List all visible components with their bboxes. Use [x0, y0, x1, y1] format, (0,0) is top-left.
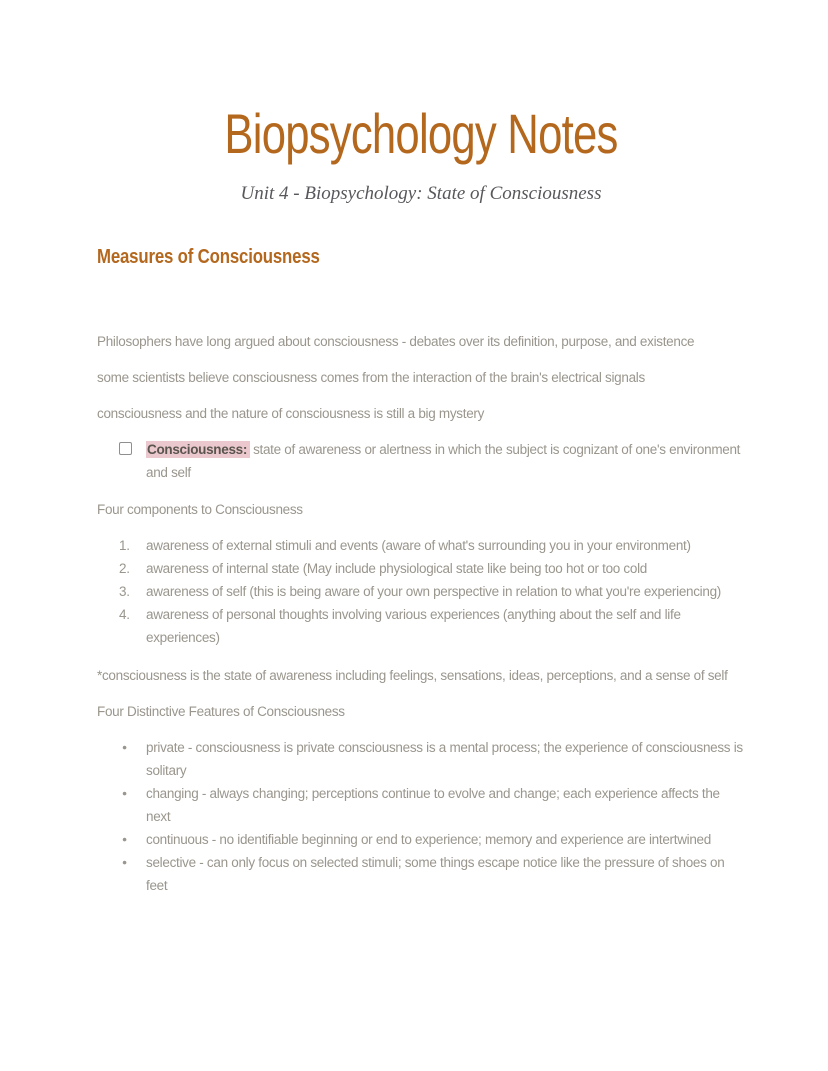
- list-item-text: selective - can only focus on selected stimuli; some things escape notice like the pressure of shoes on feet: [146, 855, 725, 893]
- list-item: [97, 580, 745, 603]
- list-item: [97, 603, 745, 649]
- bullet-icon: ●: [122, 834, 127, 844]
- list-item-text: awareness of self (this is being aware of your own perspective in relation to what you're experiencing): [146, 584, 721, 599]
- list-item: [97, 534, 745, 557]
- list-number-marker: 4.: [119, 607, 130, 622]
- list-item: [97, 851, 745, 897]
- note-paragraph: *consciousness is the state of awareness including feelings, sensations, ideas, perceptions, and a sense of self: [97, 668, 728, 683]
- features-heading: Four Distinctive Features of Consciousness: [97, 704, 345, 719]
- section-heading: [97, 246, 745, 269]
- document-content: [97, 0, 745, 912]
- page-title-text: Biopsychology Notes: [224, 102, 618, 165]
- list-number-marker: 1.: [119, 538, 130, 553]
- intro-paragraph-2: some scientists believe consciousness comes from the interaction of the brain's electrical signals: [97, 370, 645, 385]
- list-item: [97, 736, 745, 782]
- bullet-icon: ●: [122, 742, 127, 752]
- list-item-text: awareness of external stimuli and events (aware of what's surrounding you in your environment): [146, 538, 691, 553]
- page-title: [97, 102, 745, 165]
- bullet-icon: ●: [122, 788, 127, 798]
- list-item-text: private - consciousness is private consciousness is a mental process; the experience of consciousness is solitary: [146, 740, 743, 778]
- todo-definition: state of awareness or alertness in which the subject is cognizant of one's environment and self: [146, 442, 741, 480]
- features-bullet-list: [97, 736, 745, 897]
- components-heading: Four components to Consciousness: [97, 502, 303, 517]
- todo-term-highlight: Consciousness:: [146, 441, 250, 458]
- list-item-text: awareness of personal thoughts involving various experiences (anything about the self and life experiences): [146, 607, 681, 645]
- list-item-text: continuous - no identifiable beginning or end to experience; memory and experience are intertwined: [146, 832, 711, 847]
- section-heading-text: Measures of Consciousness: [97, 246, 320, 268]
- bullet-icon: ●: [122, 857, 127, 867]
- intro-paragraph-3: consciousness and the nature of consciousness is still a big mystery: [97, 406, 485, 421]
- list-number-marker: 2.: [119, 561, 130, 576]
- list-item: [97, 557, 745, 580]
- page-subtitle: Unit 4 - Biopsychology: State of Consciousness: [240, 183, 602, 204]
- todo-checkbox-icon[interactable]: [119, 442, 132, 455]
- components-numbered-list: [97, 534, 745, 649]
- todo-item: [97, 438, 745, 484]
- list-item-text: awareness of internal state (May include physiological state like being too hot or too cold: [146, 561, 648, 576]
- list-item: [97, 782, 745, 828]
- list-item-text: changing - always changing; perceptions continue to evolve and change; each experience affects the next: [146, 786, 720, 824]
- intro-paragraph-1: Philosophers have long argued about consciousness - debates over its definition, purpose, and existence: [97, 334, 695, 349]
- list-number-marker: 3.: [119, 584, 130, 599]
- list-item: [97, 828, 745, 851]
